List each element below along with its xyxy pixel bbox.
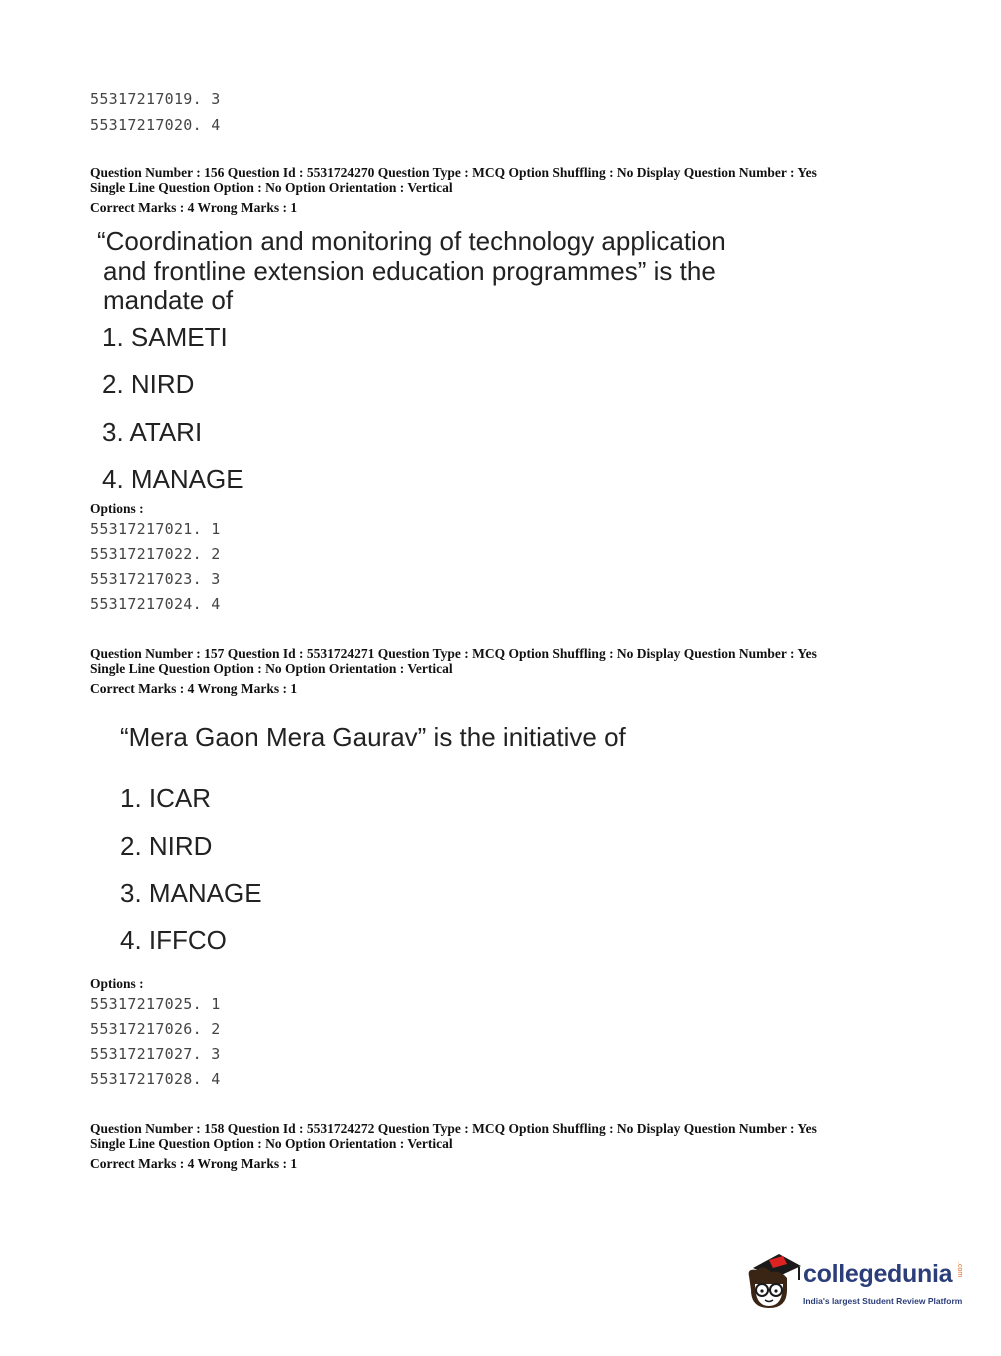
question-meta-line1: Question Number : 156 Question Id : 5531724270 Question Type : MCQ Option Shuffling : No Display Question Number : Yes [90, 165, 817, 180]
logo-wordmark: collegedunia [803, 1260, 953, 1288]
question-text-line: and frontline extension education programmes” is the [103, 256, 716, 286]
options-label: Options : [90, 976, 144, 991]
option-row: 55317217019. 3 [90, 90, 221, 108]
question-meta-line1: Question Number : 158 Question Id : 5531724272 Question Type : MCQ Option Shuffling : No Display Question Number : Yes [90, 1121, 817, 1136]
options-label: Options : [90, 501, 144, 516]
option-row: 55317217028. 4 [90, 1070, 221, 1088]
collegedunia-logo [743, 1250, 973, 1320]
question-marks: Correct Marks : 4 Wrong Marks : 1 [90, 1156, 298, 1171]
logo-domain-suffix: .com [956, 1262, 963, 1278]
question-text-line: “Coordination and monitoring of technology application [97, 226, 726, 256]
question-meta-line2: Single Line Question Option : No Option Orientation : Vertical [90, 1136, 453, 1151]
question-meta-line2: Single Line Question Option : No Option Orientation : Vertical [90, 180, 453, 195]
option-row: 55317217027. 3 [90, 1045, 221, 1063]
choice-item: 3. ATARI [102, 417, 203, 447]
option-row: 55317217020. 4 [90, 116, 221, 134]
option-row: 55317217024. 4 [90, 595, 221, 613]
choice-item: 1. ICAR [120, 783, 212, 813]
student-mascot-icon [743, 1250, 803, 1314]
question-marks: Correct Marks : 4 Wrong Marks : 1 [90, 200, 298, 215]
option-row: 55317217022. 2 [90, 545, 221, 563]
question-meta-line2: Single Line Question Option : No Option Orientation : Vertical [90, 661, 453, 676]
choice-item: 3. MANAGE [120, 878, 262, 908]
choice-item: 2. NIRD [120, 831, 213, 861]
choice-item: 2. NIRD [102, 369, 195, 399]
choice-item: 4. MANAGE [102, 464, 244, 494]
option-row: 55317217023. 3 [90, 570, 221, 588]
logo-tagline: India's largest Student Review Platform [803, 1296, 963, 1306]
option-row: 55317217025. 1 [90, 995, 221, 1013]
option-row: 55317217021. 1 [90, 520, 221, 538]
option-row: 55317217026. 2 [90, 1020, 221, 1038]
choice-item: 1. SAMETI [102, 322, 228, 352]
choice-item: 4. IFFCO [120, 925, 227, 955]
question-meta-line1: Question Number : 157 Question Id : 5531724271 Question Type : MCQ Option Shuffling : No Display Question Number : Yes [90, 646, 817, 661]
question-text-line: “Mera Gaon Mera Gaurav” is the initiative of [120, 722, 626, 752]
question-text-line: mandate of [103, 285, 234, 315]
question-marks: Correct Marks : 4 Wrong Marks : 1 [90, 681, 298, 696]
